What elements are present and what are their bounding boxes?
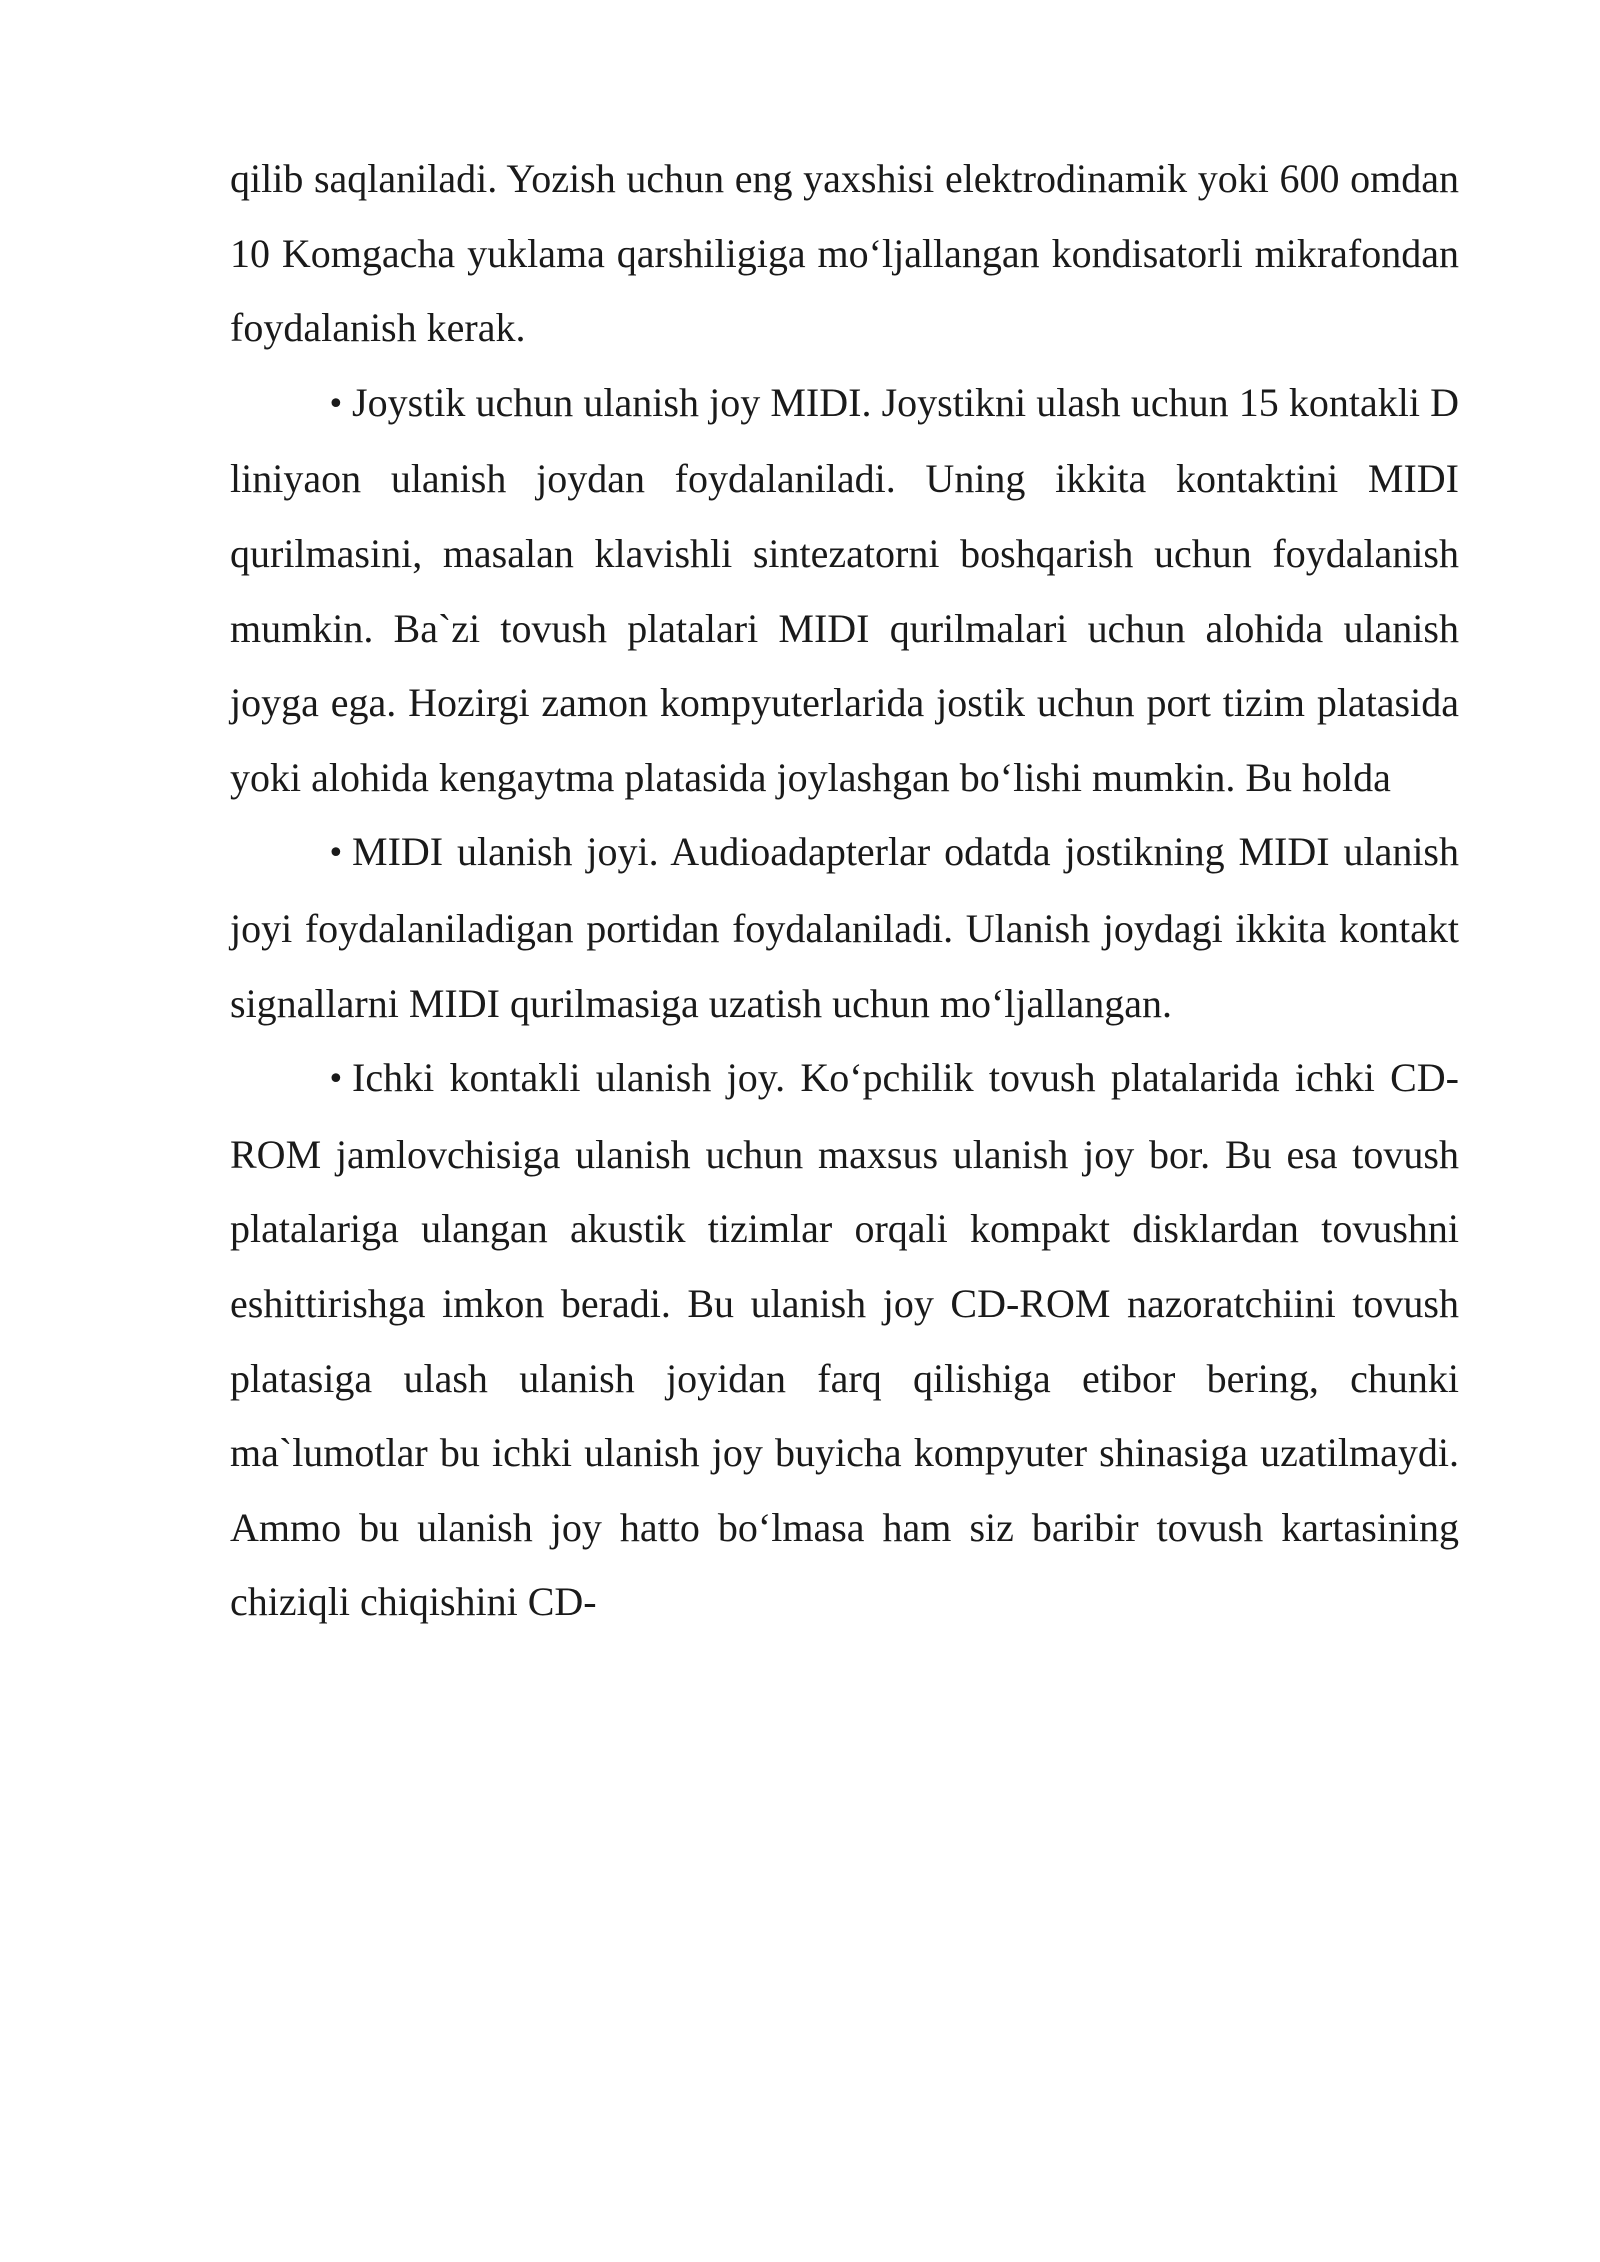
bullet-dot-icon: • <box>327 1062 345 1098</box>
bullet-item-text: MIDI ulanish joyi. Audioadapterlar odatda jostikning MIDI ulanish joyi foydalaniladigan portidan foydalaniladi. Ulanish joydagi ikkita kontakt signallarni MIDI qurilmasiga uzatish uchun mo‘ljallangan. <box>230 829 1459 1026</box>
bullet-item-ichki-kontakt <box>230 1041 1459 1640</box>
document-body <box>230 142 1459 1640</box>
bullet-item-joystik <box>230 366 1459 816</box>
bullet-dot-icon: • <box>327 836 345 872</box>
paragraph-text: qilib saqlaniladi. Yozish uchun eng yaxshisi elektrodinamik yoki 600 omdan 10 Komgacha yuklama qarshiligiga mo‘ljallangan kondisatorli mikrafondan foydalanish kerak. <box>230 156 1459 351</box>
bullet-item-midi <box>230 815 1459 1041</box>
paragraph-mikrafon <box>230 142 1459 366</box>
bullet-item-text: Ichki kontakli ulanish joy. Ko‘pchilik tovush platalarida ichki CD-ROM jamlovchisiga ulanish uchun maxsus ulanish joy bor. Bu esa tovush platalariga ulangan akustik tizimlar orqali kompakt disklardan tovushni eshittirishga imkon beradi. Bu ulanish joy CD-ROM nazoratchiini tovush platasiga ulash ulanish joyidan farq qilishiga etibor bering, chunki ma`lumotlar bu ichki ulanish joy buyicha kompyuter shinasiga uzatilmaydi. Ammo bu ulanish joy hatto bo‘lmasa ham siz baribir tovush kartasining chiziqli chiqishini CD- <box>230 1055 1459 1625</box>
bullet-item-text: Joystik uchun ulanish joy MIDI. Joystikni ulash uchun 15 kontakli D liniyaon ulanish joydan foydalaniladi. Uning ikkita kontaktini MIDI qurilmasini, masalan klavishli sintezatorni boshqarish uchun foydalanish mumkin. Ba`zi tovush platalari MIDI qurilmalari uchun alohida ulanish joyga ega. Hozirgi zamon kompyuterlarida jostik uchun port tizim platasida yoki alohida kengaytma platasida joylashgan bo‘lishi mumkin. Bu holda <box>230 379 1459 800</box>
bullet-dot-icon: • <box>327 386 345 422</box>
